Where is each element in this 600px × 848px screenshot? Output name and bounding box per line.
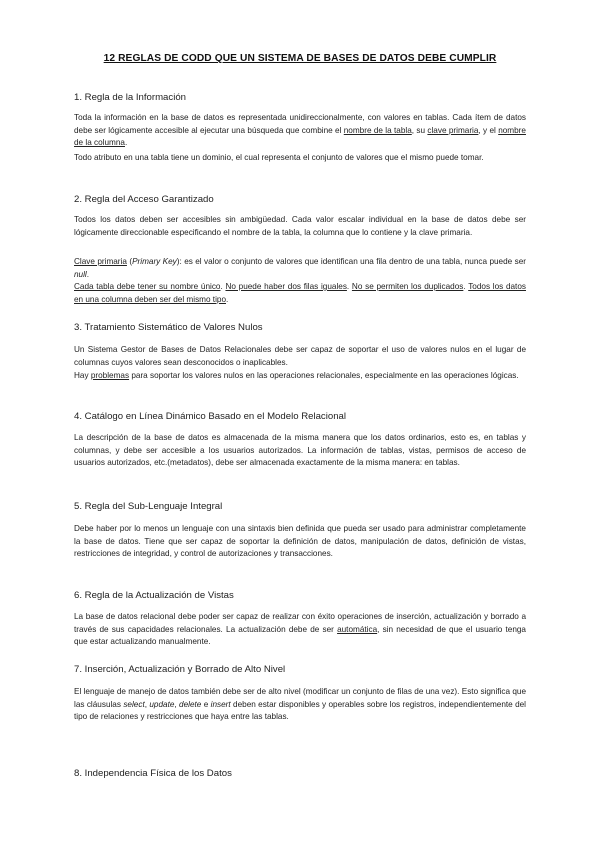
section-7-paragraph-1: El lenguaje de manejo de datos también debe ser de alto nivel (modificar un conjunto de filas de una vez). Esto significa que las cláusulas select, update, delete e insert deben estar disponibles y operables sobre los registros, independientemente del tipo de relaciones y restricciones que haya entre las tablas. (74, 687, 526, 721)
section-2-paragraph-1: Todos los datos deben ser accesibles sin ambigüedad. Cada valor escalar individual en la base de datos debe ser lógicamente direccionable especificando el nombre de la tabla, la columna que lo contiene y la clave primaria. (74, 215, 526, 237)
section-1-paragraph-2: Todo atributo en una tabla tiene un dominio, el cual representa el conjunto de valores que el mismo puede tomar. (74, 153, 484, 162)
link-problemas[interactable]: problemas (90, 371, 130, 380)
section-7-heading: 7. Inserción, Actualización y Borrado de Alto Nivel (74, 664, 286, 675)
section-1-paragraph-1: Toda la información en la base de datos es representada unidireccionalmente, con valores en tablas. Cada ítem de datos debe ser lógicamente accesible al ejecutar una búsqueda que combine el nombre de la tabla, su clave primaria, y el nombre de la columna. (74, 113, 526, 147)
document-title: 12 REGLAS DE CODD QUE UN SISTEMA DE BASES DE DATOS DEBE CUMPLIR (103, 53, 497, 64)
section-2-heading: 2. Regla del Acceso Garantizado (74, 194, 214, 205)
section-8-heading: 8. Independencia Física de los Datos (74, 768, 232, 779)
section-3-paragraph-1: Un Sistema Gestor de Bases de Datos Relacionales debe ser capaz de soportar el uso de valores nulos en el lugar de columnas cuyos valores sean desconocidos o inaplicables. (74, 345, 526, 367)
link-clave-primaria-2[interactable]: Clave primaria (74, 257, 127, 266)
section-4-paragraph-1: La descripción de la base de datos es almacenada de la misma manera que los datos ordinarios, esto es, en tablas y columnas, y debe ser accesible a los usuarios autorizados. La información de tablas, vistas, permisos de acceso de usuarios autorizados, etc.(metadatos), debe ser almacenada exactamente de la misma manera: en tablas. (74, 433, 526, 467)
link-nombre-tabla[interactable]: nombre de la tabla (343, 125, 412, 135)
section-6-paragraph-1: La base de datos relacional debe poder ser capaz de realizar con éxito operaciones de inserción, actualización y borrado a través de sus capacidades relacionales. La actualización debe de ser automática, sin necesidad de que el usuario tenga que estar actualizando manualmente. (74, 612, 526, 646)
section-6-heading: 6. Regla de la Actualización de Vistas (74, 590, 234, 601)
section-5-heading: 5. Regla del Sub-Lenguaje Integral (74, 501, 223, 512)
section-5-paragraph-1: Debe haber por lo menos un lenguaje con una sintaxis bien definida que pueda ser usado para administrar completamente la base de datos. Tiene que ser capaz de soportar la definición de datos, manipulación de datos, definición de vistas, restricciones de integridad, y control de autorizaciones y transacciones. (74, 524, 526, 558)
link-automatica[interactable]: automática (337, 624, 378, 634)
section-3-heading: 3. Tratamiento Sistemático de Valores Nulos (74, 322, 263, 333)
link-clave-primaria[interactable]: clave primaria (427, 125, 479, 135)
link-nombre-columna[interactable]: nombre de la columna (74, 125, 526, 147)
section-2-paragraph-2: Clave primaria (Primary Key): es el valor o conjunto de valores que identifican una fila dentro de una tabla, nunca puede ser null. (74, 257, 526, 279)
section-3-paragraph-2: Hay problemas para soportar los valores nulos en las operaciones relacionales, especialmente en las operaciones lógicas. (74, 371, 519, 380)
section-4-heading: 4. Catálogo en Línea Dinámico Basado en el Modelo Relacional (74, 411, 346, 422)
section-2-paragraph-3: Cada tabla debe tener su nombre único. No puede haber dos filas iguales. No se permiten los duplicados. Todos los datos en una columna deben ser del mismo tipo. (74, 282, 526, 304)
section-1-heading: 1. Regla de la Información (74, 92, 186, 103)
